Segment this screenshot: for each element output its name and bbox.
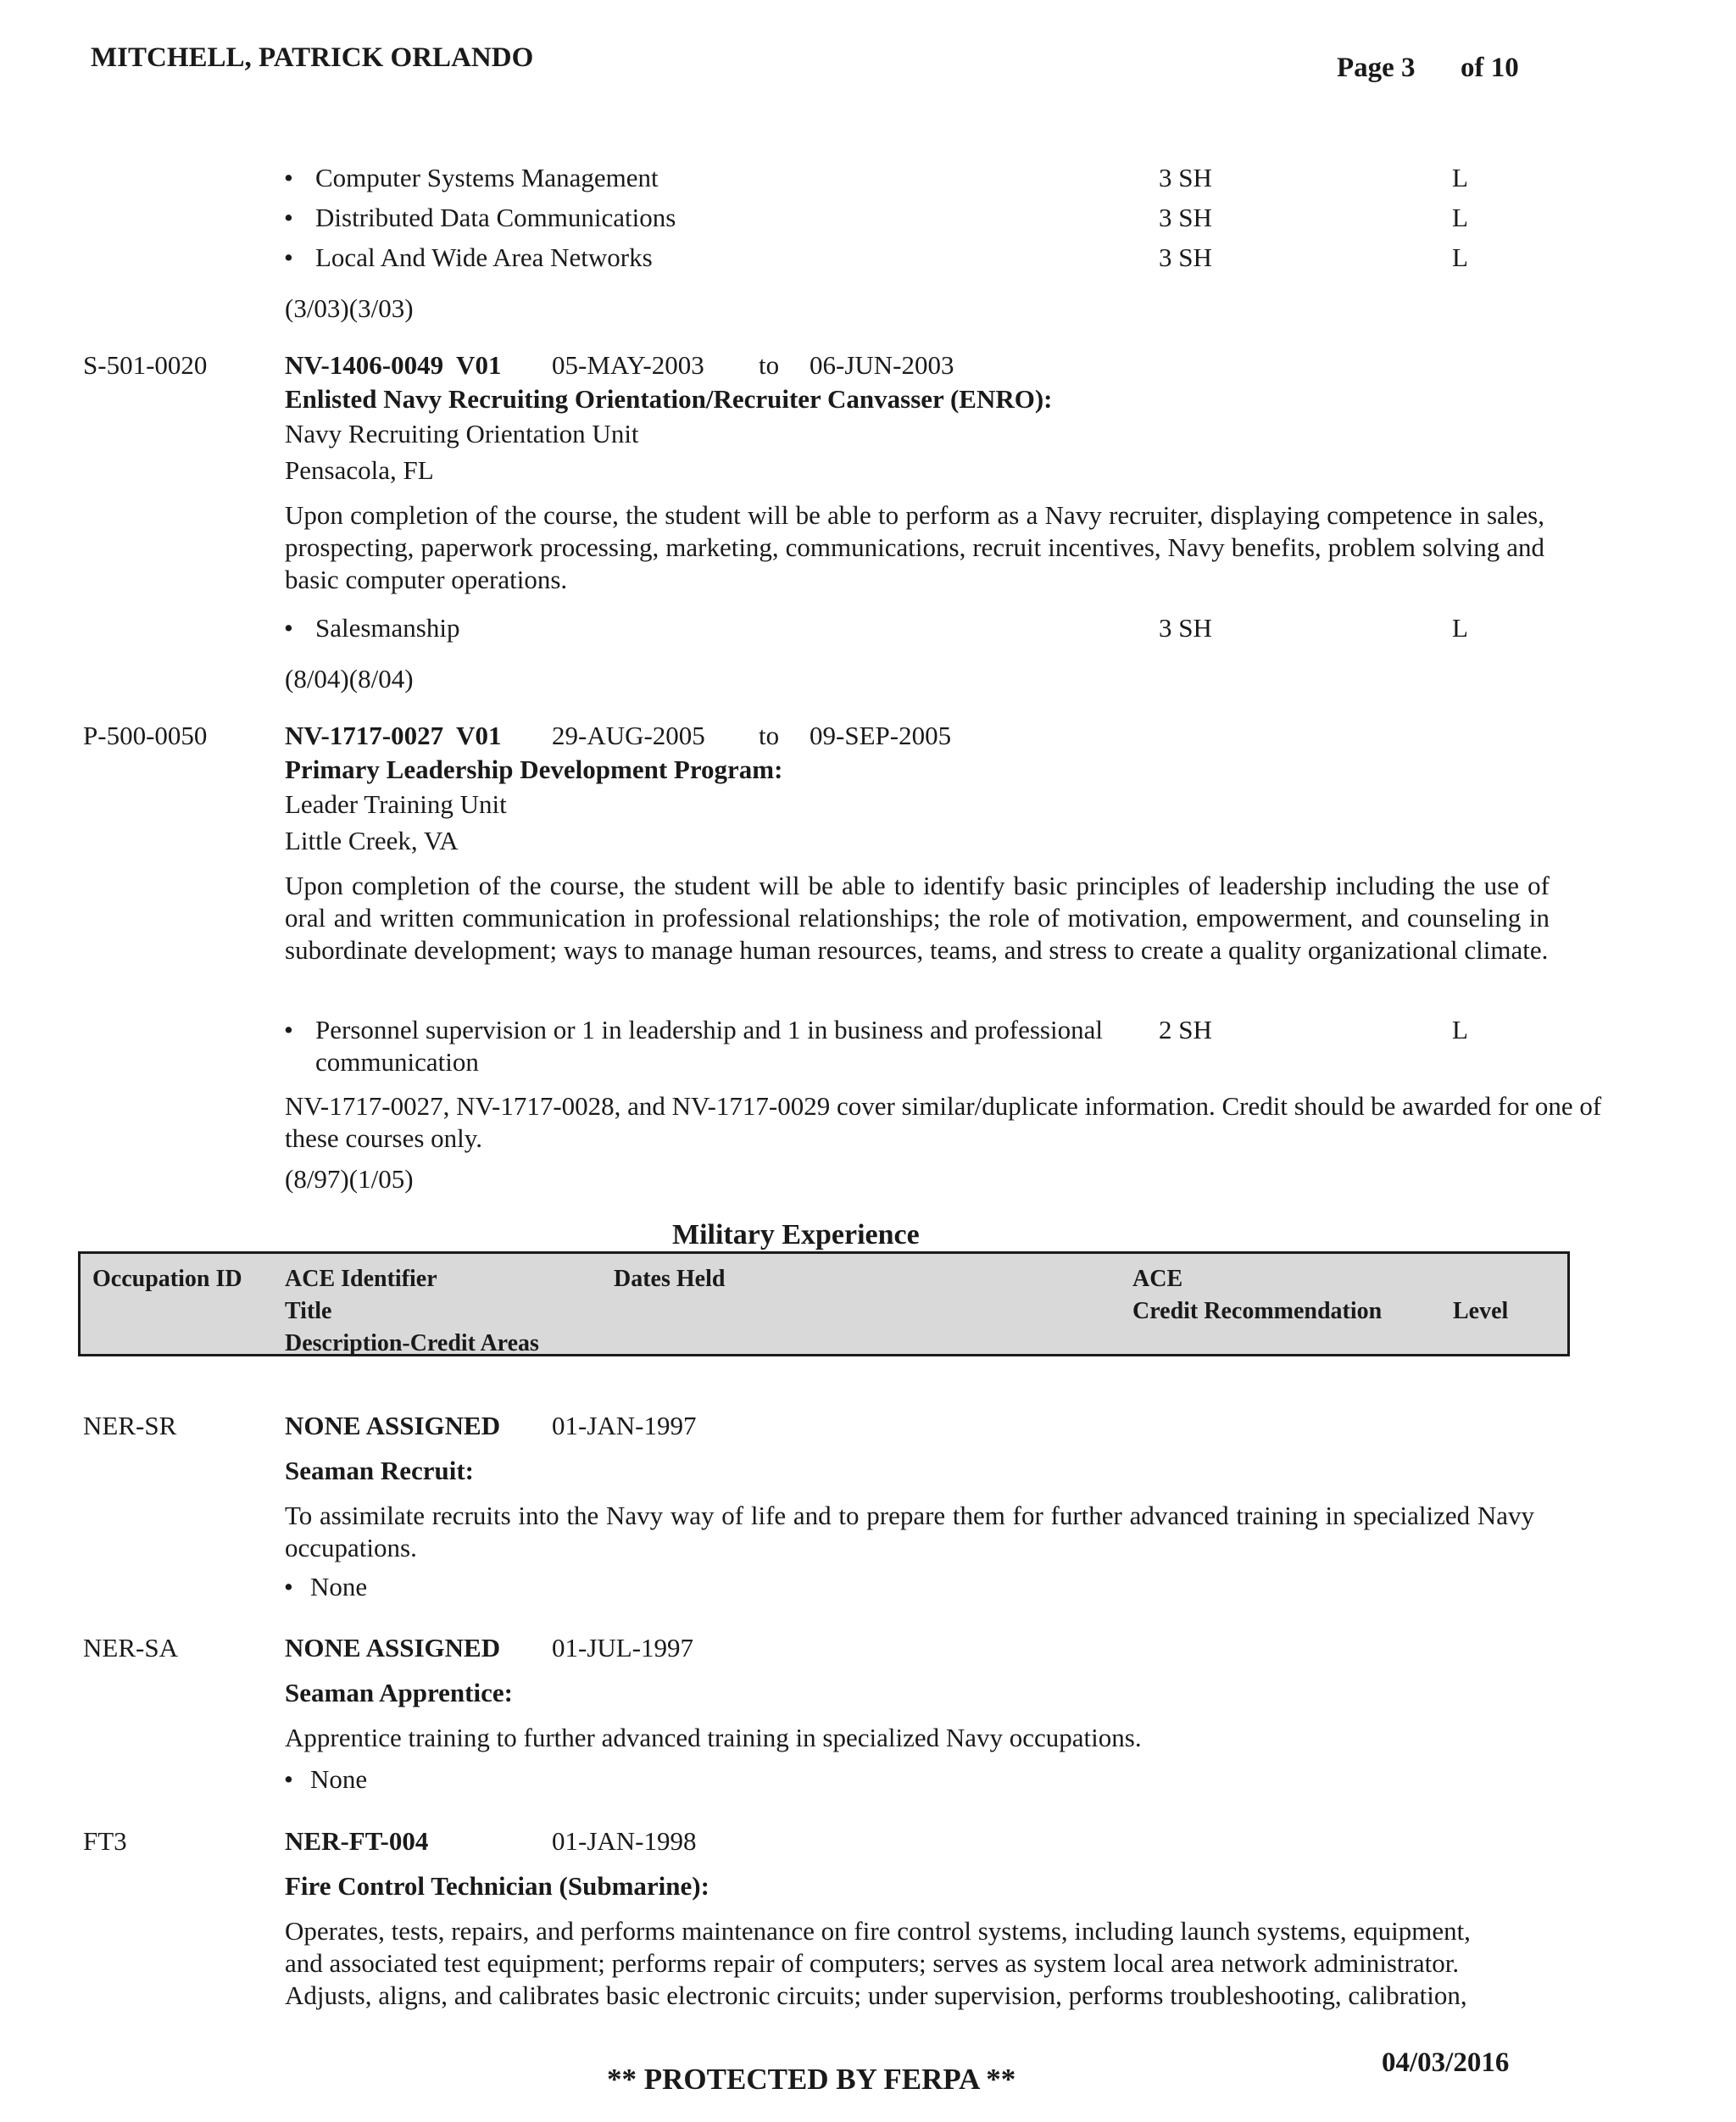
ace-identifier: NONE ASSIGNED	[285, 1633, 501, 1663]
occupation-title: Fire Control Technician (Submarine):	[285, 1871, 709, 1901]
date-held: 01-JAN-1997	[552, 1411, 697, 1440]
occupation-description-line: and associated test equipment; performs repair of computers; serves as system local area network administrator.	[285, 1948, 1460, 1978]
column-header-credit-recommendation: Credit Recommendation	[1132, 1298, 1383, 1324]
level-value: L	[1452, 242, 1468, 272]
course-dates: (3/03)(3/03)	[285, 293, 414, 323]
occupation-title: Seaman Apprentice:	[285, 1678, 513, 1707]
course-code: NV-1717-0027 V01	[285, 721, 502, 750]
ace-identifier: NER-FT-004	[285, 1826, 429, 1856]
course-end-date: 06-JUN-2003	[810, 350, 954, 380]
course-dates: (8/04)(8/04)	[285, 664, 414, 693]
course-note: NV-1717-0027, NV-1717-0028, and NV-1717-0029 cover similar/duplicate information. Credit should be awarded for one of these courses only.	[285, 1091, 1602, 1153]
course-description: Upon completion of the course, the student will be able to identify basic principles of leadership including the use of oral and written communication in professional relationships; the role of motivation, empowerment, and counseling in subordinate development; ways to manage human resources, teams, and stress to create a quality organizational climate.	[285, 871, 1550, 965]
page-total: of 10	[1461, 53, 1519, 83]
column-header-ace: ACE	[1132, 1266, 1183, 1292]
date-separator: to	[759, 721, 780, 750]
occupation-id: NER-SR	[83, 1411, 177, 1440]
date-held: 01-JUL-1997	[552, 1633, 694, 1663]
occupation-description: To assimilate recruits into the Navy way of life and to prepare them for further advanced training in specialized Navy occupations.	[285, 1501, 1534, 1562]
bullet-icon: •	[284, 613, 293, 643]
bullet-icon: •	[284, 1015, 293, 1044]
date-held: 01-JAN-1998	[552, 1826, 697, 1856]
course-code: NV-1406-0049 V01	[285, 350, 502, 380]
column-header-title: Title	[285, 1298, 332, 1324]
student-name: MITCHELL, PATRICK ORLANDO	[91, 42, 534, 73]
footer-date: 04/03/2016	[1382, 2047, 1510, 2078]
credit-value: 3 SH	[1159, 163, 1212, 192]
course-title: Primary Leadership Development Program:	[285, 755, 783, 784]
column-header-ace-identifier: ACE Identifier	[285, 1266, 437, 1292]
course-unit: Navy Recruiting Orientation Unit	[285, 419, 639, 448]
column-header-occupation-id: Occupation ID	[92, 1266, 242, 1292]
column-header-description: Description-Credit Areas	[285, 1330, 539, 1356]
course-id: S-501-0020	[83, 350, 208, 380]
course-location: Pensacola, FL	[285, 455, 434, 485]
level-value: L	[1452, 613, 1468, 643]
level-value: L	[1452, 163, 1468, 192]
course-id: P-500-0050	[83, 721, 208, 750]
bullet-icon: •	[284, 203, 293, 232]
occupation-id: FT3	[83, 1826, 127, 1856]
bullet-icon: •	[284, 1764, 293, 1794]
course-title: Enlisted Navy Recruiting Orientation/Recruiter Canvasser (ENRO):	[285, 384, 1053, 414]
occupation-description: Apprentice training to further advanced training in specialized Navy occupations.	[285, 1723, 1142, 1752]
credit-value: 2 SH	[1159, 1015, 1212, 1044]
ferpa-notice: ** PROTECTED BY FERPA **	[607, 2063, 1016, 2096]
level-value: L	[1452, 203, 1468, 232]
column-header-level: Level	[1453, 1298, 1509, 1324]
date-separator: to	[759, 350, 780, 380]
course-description: Upon completion of the course, the student will be able to perform as a Navy recruiter, displaying competence in sales, prospecting, paperwork processing, marketing, communications, recruit incentives, Navy benefits, problem solving and basic computer operations.	[285, 500, 1544, 594]
occupation-description-line: Operates, tests, repairs, and performs maintenance on fire control systems, including launch systems, equipment,	[285, 1916, 1471, 1946]
occupation-id: NER-SA	[83, 1633, 178, 1663]
course-dates: (8/97)(1/05)	[285, 1164, 414, 1194]
course-unit: Leader Training Unit	[285, 789, 507, 819]
course-end-date: 09-SEP-2005	[810, 721, 952, 750]
bullet-icon: •	[284, 1572, 293, 1601]
occupation-title: Seaman Recruit:	[285, 1456, 474, 1485]
table-header	[78, 1251, 1570, 1356]
level-value: L	[1452, 1015, 1468, 1044]
bullet-icon: •	[284, 242, 293, 272]
credit-value: 3 SH	[1159, 613, 1212, 643]
column-header-dates-held: Dates Held	[614, 1266, 726, 1292]
credit-value: 3 SH	[1159, 203, 1212, 232]
occupation-description-line: Adjusts, aligns, and calibrates basic electronic circuits; under supervision, performs troubleshooting, calibration,	[285, 1980, 1467, 2010]
list-item-continuation: communication	[315, 1047, 479, 1077]
bullet-icon: •	[284, 163, 293, 192]
course-location: Little Creek, VA	[285, 826, 459, 855]
page-number: Page 3	[1337, 53, 1416, 83]
credit-value: 3 SH	[1159, 242, 1212, 272]
course-start-date: 05-MAY-2003	[552, 350, 704, 380]
ace-identifier: NONE ASSIGNED	[285, 1411, 501, 1440]
section-title: Military Experience	[672, 1219, 920, 1250]
course-start-date: 29-AUG-2005	[552, 721, 705, 750]
